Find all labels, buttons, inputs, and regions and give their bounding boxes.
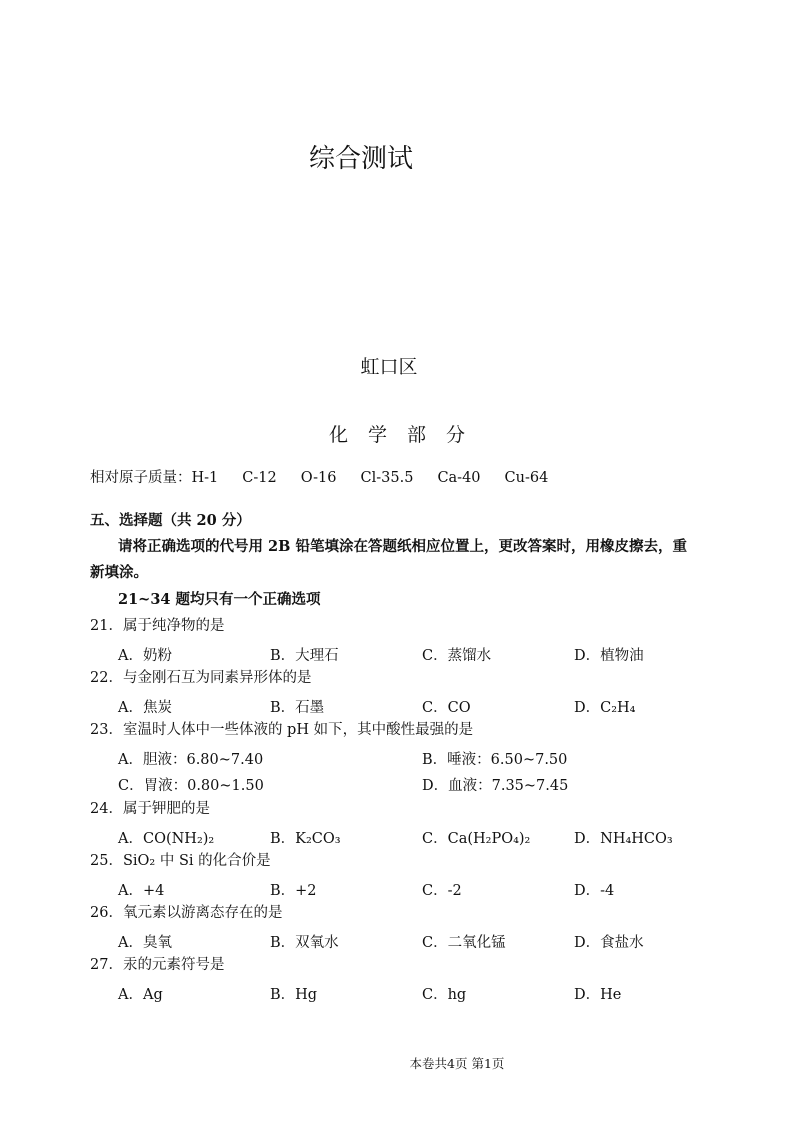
option-27-d: D．He (574, 987, 622, 1003)
page-footer: 本卷共4页 第1页 (409, 1056, 505, 1071)
option-27-a: A．Ag (118, 987, 163, 1003)
atomic-mass-item: Cl-35.5 (360, 470, 414, 486)
option-24-b: B．K₂CO₃ (270, 831, 341, 847)
question-stem-27: 27．汞的元素符号是 (90, 957, 225, 973)
option-25-b: B．+2 (270, 883, 317, 899)
atomic-masses-label: 相对原子质量： (90, 470, 192, 486)
option-25-d: D．-4 (574, 883, 615, 899)
option-24-c: C．Ca(H₂PO₄)₂ (422, 831, 531, 847)
option-26-d: D．食盐水 (574, 935, 644, 951)
option-21-c: C．蒸馏水 (422, 648, 492, 664)
atomic-mass-item: Ca-40 (437, 470, 481, 486)
atomic-masses (90, 465, 572, 491)
option-22-d: D．C₂H₄ (574, 700, 636, 716)
question-stem-25: 25．SiO₂ 中 Si 的化合价是 (90, 853, 271, 869)
atomic-mass-item: O-16 (300, 470, 337, 486)
option-24-a: A．CO(NH₂)₂ (118, 831, 215, 847)
option-27-b: B．Hg (270, 987, 318, 1003)
option-27-c: C．hg (422, 987, 467, 1003)
subject-heading: 化学部分 (328, 424, 485, 446)
option-26-c: C．二氧化锰 (422, 935, 506, 951)
option-25-a: A．+4 (118, 883, 165, 899)
question-stem-22: 22．与金刚石互为同素异形体的是 (90, 670, 312, 686)
option-25-c: C．-2 (422, 883, 462, 899)
option-24-d: D．NH₄HCO₃ (574, 831, 673, 847)
atomic-mass-item: H-1 (191, 470, 219, 486)
option-23-d: D．血液：7.35~7.45 (422, 778, 569, 794)
district-heading: 虹口区 (360, 356, 418, 378)
section-subheading: 21~34 题均只有一个正确选项 (118, 591, 321, 608)
option-26-b: B．双氧水 (270, 935, 339, 951)
atomic-mass-item: Cu-64 (504, 470, 549, 486)
option-22-c: C．CO (422, 700, 471, 716)
option-26-a: A．臭氧 (118, 935, 172, 951)
question-stem-23: 23．室温时人体中一些体液的 pH 如下，其中酸性最强的是 (90, 722, 474, 738)
option-23-a: A．胆液：6.80~7.40 (118, 752, 264, 768)
question-stem-26: 26．氧元素以游离态存在的是 (90, 905, 283, 921)
section-heading: 五、选择题（共 20 分） (90, 512, 251, 529)
section-instruction: 请将正确选项的代号用 2B 铅笔填涂在答题纸相应位置上，更改答案时，用橡皮擦去，重 (118, 538, 687, 555)
option-23-b: B．唾液：6.50~7.50 (422, 752, 568, 768)
option-23-c: C．胃液：0.80~1.50 (118, 778, 264, 794)
option-21-b: B．大理石 (270, 648, 339, 664)
question-stem-24: 24．属于钾肥的是 (90, 801, 210, 817)
option-22-b: B．石墨 (270, 700, 325, 716)
question-stem-21: 21．属于纯净物的是 (90, 618, 225, 634)
option-22-a: A．焦炭 (118, 700, 172, 716)
option-21-a: A．奶粉 (118, 648, 172, 664)
page-title: 综合测试 (308, 144, 413, 174)
option-21-d: D．植物油 (574, 648, 644, 664)
section-instruction-cont: 新填涂。 (90, 564, 148, 581)
atomic-mass-item: C-12 (242, 470, 277, 486)
